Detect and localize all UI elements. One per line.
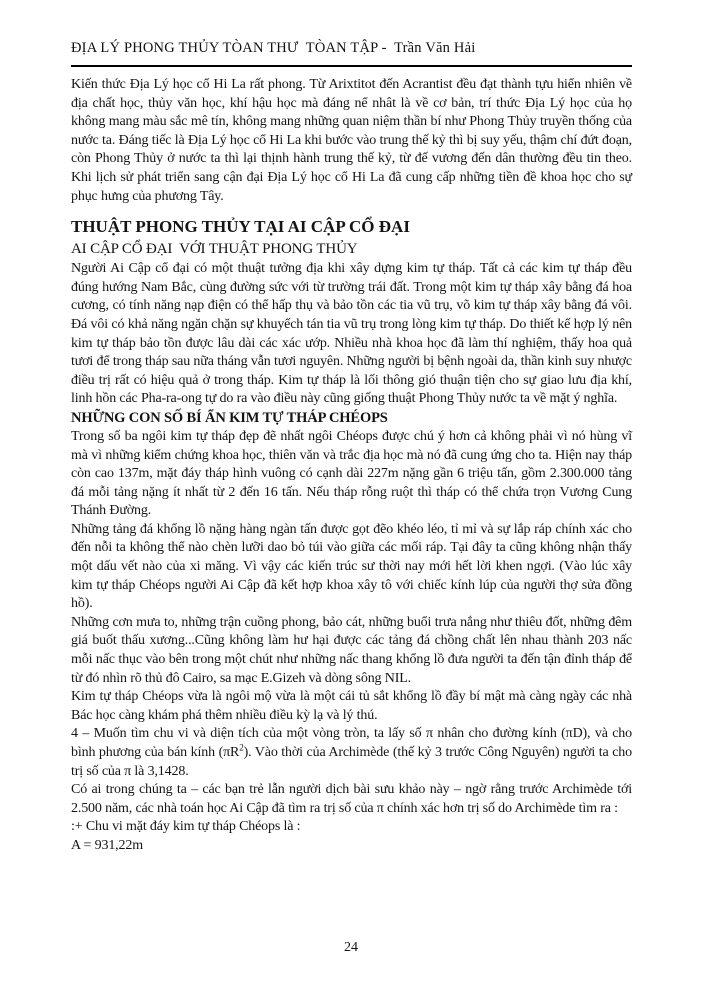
page-number: 24 <box>344 940 358 955</box>
section2-heading: NHỮNG CON SỐ BÍ ẨN KIM TỰ THÁP CHÉOPS <box>71 409 388 426</box>
perimeter-label-line: :+ Chu vi mặt đáy kim tự tháp Chéops là : <box>71 819 301 835</box>
intro-paragraph: Kiến thức Địa Lý học cổ Hi La rất phong. Từ Arixtitot đến Acrantist đều đạt thành tựu hiển nhiên về địa chất học, thủy văn học, khí hậu học mà đáng nể nhât là về cơ bản, trí thức Địa Lý học của họ không mang màu sắc mê tín, không mang những quan niệm thần bí như Phong Thủy truyền thống của nước ta. Đáng tiếc là Địa Lý học cổ Hi La khi bước vào trung thế kỷ thì bị suy yếu, thậm chí đứt đoạn, còn Phong Thủy ở nước ta thì lại thịnh hành trung thế kỷ, từ đế vương đến dân thường đều tin theo. Khi lịch sử phát triển sang cận đại Địa Lý học cổ Hi La đã cung cấp những tiền đề khoa học cho sự phục hưng của phương Tây. <box>71 77 632 204</box>
header-divider <box>71 65 632 67</box>
book-title: ĐỊA LÝ PHONG THỦY TÒAN THƯ TÒAN TẬP - Trần Văn Hải <box>71 40 476 56</box>
perimeter-value-line: A = 931,22m <box>71 837 143 853</box>
pi-paragraph-text-after: ). Vào thời của Archimède (thế kỷ 3 trước Công Nguyên) người ta cho trị số của π là 3,1428. <box>71 745 633 779</box>
section2-paragraph-tomb-safe: Kim tự tháp Chéops vừa là ngôi mộ vừa là một cái tủ sắt khổng lồ đầy bí mật mà càng ngày các nhà Bác học càng khám phá thêm nhiều điều kỳ lạ và lý thú. <box>71 689 632 723</box>
superscript-exponent: 2 <box>239 742 244 753</box>
section2-paragraph-pi <box>71 725 632 781</box>
document-body <box>71 76 632 856</box>
section1-subheading: AI CẬP CỔ ĐẠI VỚI THUẬT PHONG THỦY <box>71 241 358 258</box>
section2-paragraph-weather: Những cơn mưa to, những trận cuồng phong, bảo cát, những buổi trưa nắng như thiêu đốt, những đêm giá buốt thấu xương...Cũng không làm hư hại được các tảng đá chồng chất lên nhau thành 203 nấc mỗi nấc thục vào bên trong một chút như những nấc thang khổng lồ đưa người ta đến tận đỉnh tháp để từ đó nhìn rõ thủ đô Cairo, sa mạc E.Gizeh và dòng sông NIL. <box>71 614 632 686</box>
section2-paragraph-archimede: Có ai trong chúng ta – các bạn trẻ lẫn người dịch bài sưu khảo này – ngờ rằng trước Archimède tới 2.500 năm, các nhà toán học Ai Cập đã tìm ra trị số của π chính xác hơn trị số do Archimède tìm ra : <box>71 782 632 816</box>
pi-paragraph-text-before: 4 – Muốn tìm chu vi và diện tích của một vòng tròn, ta lấy số π nhân cho đường kính (πD), và cho bình phương của bán kính (πR <box>71 726 632 760</box>
section1-heading: THUẬT PHONG THỦY TẠI AI CẬP CỔ ĐẠI <box>71 217 410 237</box>
section1-paragraph: Người Ai Cập cổ đại có một thuật tưởng địa khi xây dựng kim tự tháp. Tất cả các kim tự tháp đều đúng hướng Nam Bắc, cùng đường sức với từ trường trái đất. Trong một kim tự tháp xây bằng đá hoa cương, có tính năng nạp điện có thể hấp thụ và bảo tồn các tia vũ trụ, võ kim tự tháp xây bằng đá vôi. Đá vôi có khả năng ngăn chặn sự khuyếch tán tia vũ trụ trong lòng kim tự tháp. Do thiết kế hợp lý nên kim tự tháp bảo tồn được lâu dài các xác ướp. Nhiều nhà khoa học đã làm thí nghiệm, thấy hoa quả tươi để trong tháp sau nữa tháng vẫn tươi nguyên. Những người bị bệnh ngoài da, thần kinh suy nhược điều trị rất có hiệu quả ở trong tháp. Kim tự tháp là lối thông gió thuận tiện cho sự giao lưu địa khí, linh hồn các Pha-ra-ong tự do ra vào điều này cũng giống thuật Phong Thủy nước ta về mặt ý nghĩa. <box>71 261 632 407</box>
section2-paragraph-stone-blocks: Những tảng đá khổng lồ nặng hàng ngàn tấn được gọt đẽo khéo léo, tỉ mỉ và sự lắp ráp chính xác cho đến nỗi ta không thể nào chèn lưỡi dao bỏ túi vào giữa các mối ráp. Tại đây ta cũng không nhận thấy một dấu vết nào của xi măng. Vì vậy các kiến trúc sư thời nay mới hết lời khen ngợi. (Vào lúc xây kim tự tháp Chéops người Ai Cập đã kết hợp khoa xây tô với chiếc kính lúp của người thợ sửa đồng hồ). <box>71 521 632 612</box>
section2-paragraph-cheops-numbers: Trong số ba ngôi kim tự tháp đẹp đẽ nhất ngôi Chéops được chú ý hơn cả không phải vì nó hùng vĩ mà vì những kiểm chứng khoa học, thiên văn và trắc địa học mà nó đã cung ứng cho ta. Hiện nay tháp còn cao 137m, mặt đáy tháp hình vuông có cạnh dài 227m nặng gần 6 triệu tấn, gồm 2.300.000 tảng đá mỗi tảng nặng ít nhất từ 2 đến 16 tấn. Nếu tháp rỗng ruột thì tháp có thể chứa trọn Vương Cung Thánh Đường. <box>71 428 632 519</box>
page-header <box>71 38 632 67</box>
